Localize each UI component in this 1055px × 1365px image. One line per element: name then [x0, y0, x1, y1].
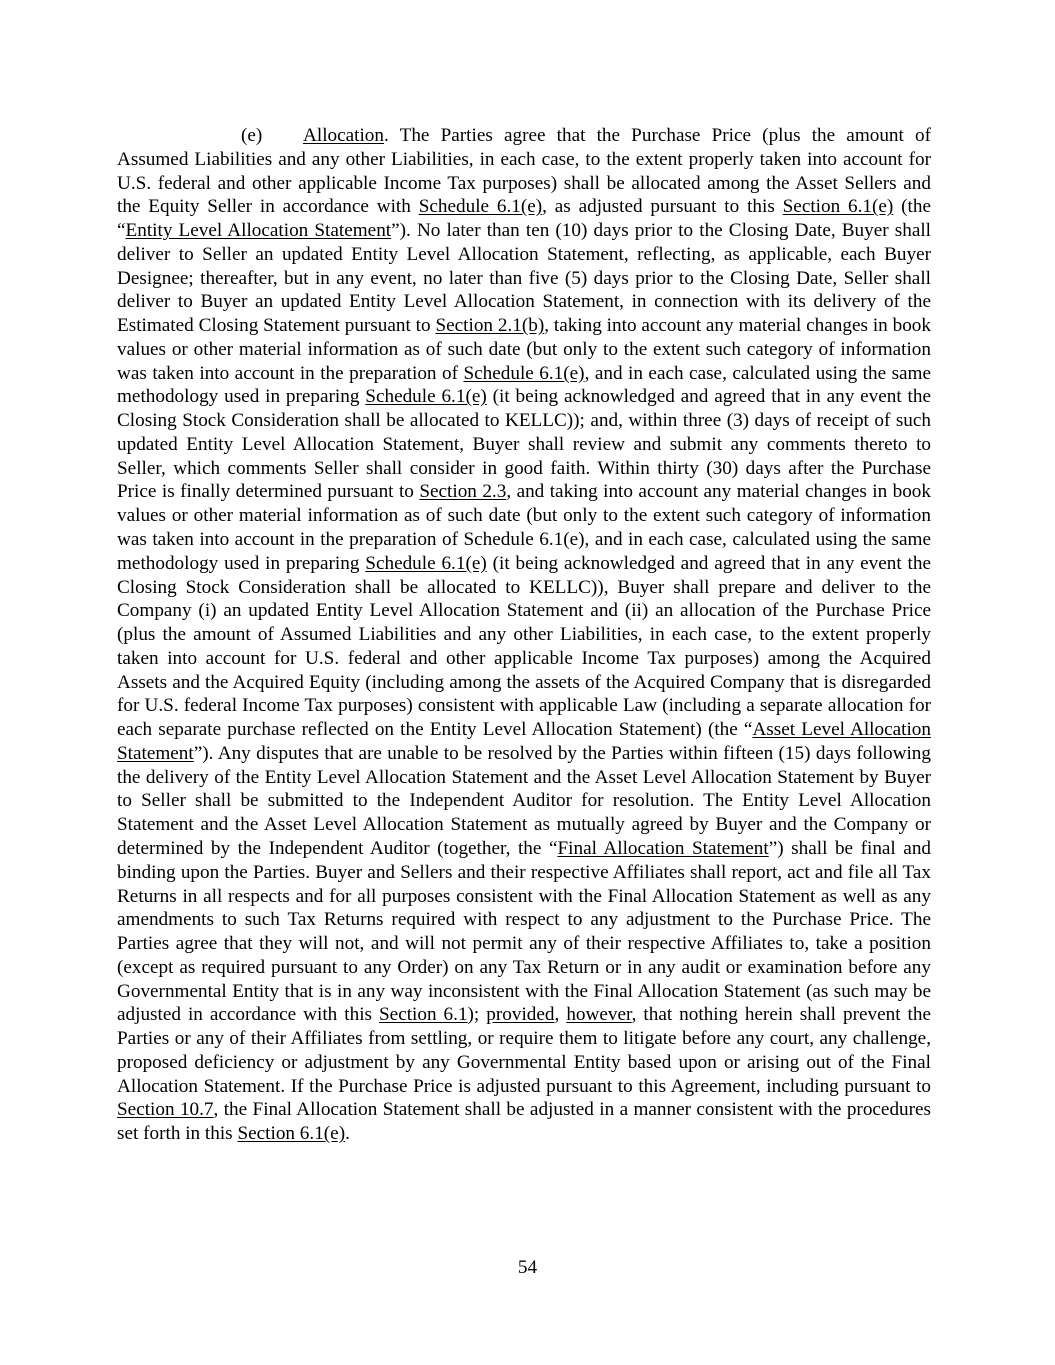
body-text-segment: (it being acknowledged and agreed that in any event the Closing Stock Consideration shall be allocated to KELLC)), Buyer shall prepare and deliver to the Company (i) an updated Entity Level Allocation Statement and (ii) an allocation of the Purchase Price (plus the amount of Assumed Liabilities and any other Liabilities, in each case, to the extent properly taken into account for U.S. federal and other applicable Income Tax purposes) among the Acquired Assets and the Acquired Equity (including among the assets of the Acquired Company that is disregarded for U.S. federal Income Tax purposes) consistent with applicable Law (including a separate allocation for each separate purchase reflected on the Entity Level Allocation Statement) (the “: [117, 552, 931, 741]
body-text-segment: , and in each case, calculated using the same methodology used in preparing: [117, 362, 931, 408]
body-text-segment: ”) shall be final and binding upon the Parties. Buyer and Sellers and their respective Affiliates shall report, act and file all Tax Returns in all respects and for all purposes consistent with the Final Allocation Statement as well as any amendments to such Tax Returns required with respect to any adjustment to the Purchase Price. The Parties agree that they will not, and will not permit any of their respective Affiliates to, take a position (except as required pursuant to any Order) on any Tax Return or in any audit or examination before any Governmental Entity that is in any way inconsistent with the Final Allocation Statement (as such may be adjusted in accordance with this: [117, 837, 932, 1026]
cross-reference: provided: [486, 1004, 555, 1026]
body-text-segment: (the “: [117, 196, 931, 242]
cross-reference: Section 6.1(e): [782, 196, 894, 218]
cross-reference: Schedule 6.1(e): [365, 386, 487, 408]
body-text-segment: , and taking into account any material changes in book values or other material information as of such date (but only to the extent such category of information was taken into account in the preparation of Schedule 6.1(e), and in each case, calculated using the same methodology used in preparing: [117, 481, 931, 574]
cross-reference: Section 6.1: [379, 1004, 468, 1026]
body-text-segment: . The Parties agree that the Purchase Price (plus the amount of Assumed Liabilities and any other Liabilities, in each case, to the extent properly taken into account for U.S. federal and other applicable Income Tax purposes) shall be allocated among the Asset Sellers and the Equity Seller in accordance with: [117, 125, 931, 218]
cross-reference: Section 2.3: [419, 481, 507, 503]
cross-reference: however: [566, 1004, 632, 1026]
body-text-segment: , the Final Allocation Statement shall be adjusted in a manner consistent with the procedures set forth in this: [117, 1099, 932, 1145]
body-text-segment: , that nothing herein shall prevent the Parties or any of their Affiliates from settling, or require them to litigate before any court, any challenge, proposed deficiency or adjustment by any Governmental Entity based upon or arising out of the Final Allocation Statement. If the Purchase Price is adjusted pursuant to this Agreement, including pursuant to: [117, 1004, 931, 1097]
cross-reference: Section 2.1(b): [435, 315, 545, 337]
body-text-segment: ,: [554, 1004, 567, 1026]
body-text-segment: (it being acknowledged and agreed that in any event the Closing Stock Consideration shall be allocated to KELLC)); and, within three (3) days of receipt of such updated Entity Level Allocation Statement, Buyer shall review and submit any comments thereto to Seller, which comments Seller shall consider in good faith. Within thirty (30) days after the Purchase Price is finally determined pursuant to: [117, 386, 931, 503]
cross-reference: Asset Level Allocation Statement: [117, 719, 931, 764]
cross-reference: Final Allocation Statement: [557, 837, 769, 859]
body-text-segment: , taking into account any material changes in book values or other material information as of such date (but only to the extent such category of information was taken into account in the preparation of: [117, 315, 931, 384]
allocation-paragraph: [117, 124, 931, 1146]
paragraph-body: [117, 125, 931, 1144]
body-text-segment: , as adjusted pursuant to this: [542, 196, 783, 218]
body-text-segment: .: [345, 1123, 350, 1145]
page-number: 54: [517, 1257, 538, 1278]
cross-reference: Schedule 6.1(e): [418, 196, 543, 218]
paragraph-heading: Allocation: [303, 125, 384, 146]
cross-reference: Entity Level Allocation Statement: [125, 220, 392, 242]
cross-reference: Schedule 6.1(e): [365, 552, 487, 574]
cross-reference: Section 10.7: [117, 1099, 214, 1121]
body-text-segment: ”). No later than ten (10) days prior to the Closing Date, Buyer shall deliver to Seller an updated Entity Level Allocation Statement, reflecting, as applicable, each Buyer Designee; thereafter, but in any event, no later than five (5) days prior to the Closing Date, Seller shall deliver to Buyer an updated Entity Level Allocation Statement, in connection with its delivery of the Estimated Closing Statement pursuant to: [117, 220, 931, 337]
paragraph-label: (e): [241, 125, 263, 146]
cross-reference: Schedule 6.1(e): [463, 362, 585, 384]
body-text-segment: );: [467, 1004, 487, 1026]
body-text-segment: ”). Any disputes that are unable to be resolved by the Parties within fifteen (15) days following the delivery of the Entity Level Allocation Statement and the Asset Level Allocation Statement by Buyer to Seller shall be submitted to the Independent Auditor for resolution. The Entity Level Allocation Statement and the Asset Level Allocation Statement as mutually agreed by Buyer and the Company or determined by the Independent Auditor (together, the “: [117, 742, 931, 859]
cross-reference: Section 6.1(e): [237, 1123, 346, 1145]
